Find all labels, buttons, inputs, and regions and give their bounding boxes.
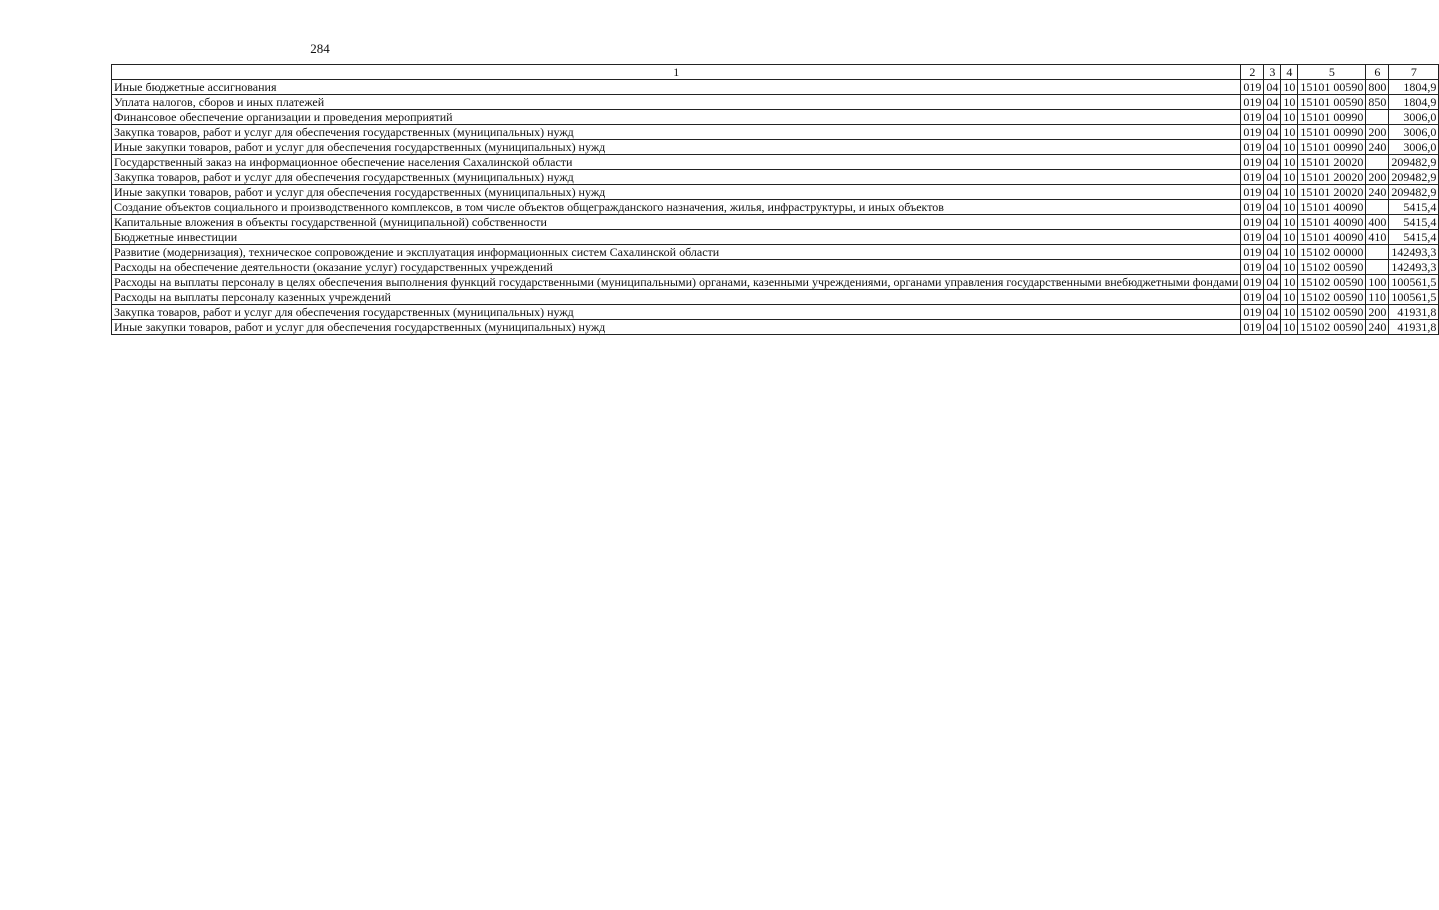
column-header: 4 [1281, 65, 1298, 80]
row-target-article: 15102 00590 [1298, 260, 1366, 275]
row-target-article: 15102 00590 [1298, 275, 1366, 290]
row-section: 04 [1264, 155, 1281, 170]
row-target-article: 15102 00590 [1298, 290, 1366, 305]
row-section: 04 [1264, 140, 1281, 155]
row-name: Расходы на выплаты персоналу в целях обеспечения выполнения функций государственными (муниципальными) органами, казенными учреждениями, органами управления государственными внебюджетными фондами [112, 275, 1241, 290]
row-admin-code: 019 [1241, 155, 1264, 170]
row-section: 04 [1264, 110, 1281, 125]
row-section: 04 [1264, 290, 1281, 305]
table-row [112, 95, 1439, 110]
row-admin-code: 019 [1241, 215, 1264, 230]
row-name: Расходы на обеспечение деятельности (оказание услуг) государственных учреждений [112, 260, 1241, 275]
row-expense-type: 100 [1366, 275, 1389, 290]
row-section: 04 [1264, 200, 1281, 215]
row-section: 04 [1264, 245, 1281, 260]
row-amount: 5415,4 [1389, 215, 1439, 230]
row-section: 04 [1264, 260, 1281, 275]
row-admin-code: 019 [1241, 125, 1264, 140]
row-admin-code: 019 [1241, 260, 1264, 275]
row-amount: 1804,9 [1389, 95, 1439, 110]
row-section: 04 [1264, 275, 1281, 290]
row-amount: 209482,9 [1389, 185, 1439, 200]
row-subsection: 10 [1281, 275, 1298, 290]
table-row [112, 155, 1439, 170]
row-admin-code: 019 [1241, 170, 1264, 185]
row-subsection: 10 [1281, 110, 1298, 125]
row-expense-type: 240 [1366, 320, 1389, 335]
row-name: Развитие (модернизация), техническое сопровождение и эксплуатация информационных систем Сахалинской области [112, 245, 1241, 260]
row-section: 04 [1264, 320, 1281, 335]
table-row [112, 170, 1439, 185]
row-name: Финансовое обеспечение организации и проведения мероприятий [112, 110, 1241, 125]
row-name: Закупка товаров, работ и услуг для обеспечения государственных (муниципальных) нужд [112, 305, 1241, 320]
row-name: Бюджетные инвестиции [112, 230, 1241, 245]
row-admin-code: 019 [1241, 245, 1264, 260]
row-target-article: 15101 40090 [1298, 230, 1366, 245]
row-expense-type: 200 [1366, 125, 1389, 140]
row-admin-code: 019 [1241, 305, 1264, 320]
row-subsection: 10 [1281, 260, 1298, 275]
row-expense-type [1366, 260, 1389, 275]
row-expense-type: 200 [1366, 305, 1389, 320]
row-section: 04 [1264, 125, 1281, 140]
row-expense-type [1366, 155, 1389, 170]
table-header-row [112, 65, 1439, 80]
row-subsection: 10 [1281, 155, 1298, 170]
row-expense-type: 200 [1366, 170, 1389, 185]
row-expense-type: 400 [1366, 215, 1389, 230]
row-expense-type: 110 [1366, 290, 1389, 305]
table-row [112, 275, 1439, 290]
page-number: 284 [310, 41, 330, 56]
table-row [112, 80, 1439, 95]
row-amount: 142493,3 [1389, 260, 1439, 275]
row-section: 04 [1264, 170, 1281, 185]
row-subsection: 10 [1281, 170, 1298, 185]
row-section: 04 [1264, 215, 1281, 230]
table-row [112, 305, 1439, 320]
row-amount: 41931,8 [1389, 320, 1439, 335]
row-amount: 100561,5 [1389, 290, 1439, 305]
row-section: 04 [1264, 305, 1281, 320]
row-subsection: 10 [1281, 230, 1298, 245]
row-amount: 100561,5 [1389, 275, 1439, 290]
row-admin-code: 019 [1241, 290, 1264, 305]
row-target-article: 15102 00000 [1298, 245, 1366, 260]
table-row [112, 260, 1439, 275]
table-row [112, 245, 1439, 260]
column-header: 1 [112, 65, 1241, 80]
row-expense-type: 800 [1366, 80, 1389, 95]
row-expense-type: 850 [1366, 95, 1389, 110]
row-expense-type: 240 [1366, 140, 1389, 155]
row-subsection: 10 [1281, 95, 1298, 110]
row-target-article: 15101 40090 [1298, 200, 1366, 215]
column-header: 5 [1298, 65, 1366, 80]
row-name: Иные закупки товаров, работ и услуг для обеспечения государственных (муниципальных) нужд [112, 185, 1241, 200]
row-amount: 3006,0 [1389, 140, 1439, 155]
row-subsection: 10 [1281, 140, 1298, 155]
row-admin-code: 019 [1241, 230, 1264, 245]
table-row [112, 230, 1439, 245]
row-target-article: 15101 20020 [1298, 170, 1366, 185]
row-amount: 142493,3 [1389, 245, 1439, 260]
row-name: Закупка товаров, работ и услуг для обеспечения государственных (муниципальных) нужд [112, 125, 1241, 140]
column-header: 6 [1366, 65, 1389, 80]
row-amount: 5415,4 [1389, 230, 1439, 245]
table-row [112, 290, 1439, 305]
row-amount: 1804,9 [1389, 80, 1439, 95]
row-subsection: 10 [1281, 305, 1298, 320]
row-subsection: 10 [1281, 245, 1298, 260]
row-amount: 5415,4 [1389, 200, 1439, 215]
table-row [112, 320, 1439, 335]
row-admin-code: 019 [1241, 275, 1264, 290]
row-admin-code: 019 [1241, 80, 1264, 95]
row-subsection: 10 [1281, 215, 1298, 230]
row-amount: 41931,8 [1389, 305, 1439, 320]
row-expense-type [1366, 245, 1389, 260]
row-amount: 209482,9 [1389, 155, 1439, 170]
row-target-article: 15102 00590 [1298, 305, 1366, 320]
row-target-article: 15101 00990 [1298, 125, 1366, 140]
row-name: Расходы на выплаты персоналу казенных учреждений [112, 290, 1241, 305]
row-name: Иные закупки товаров, работ и услуг для обеспечения государственных (муниципальных) нужд [112, 320, 1241, 335]
row-subsection: 10 [1281, 80, 1298, 95]
row-admin-code: 019 [1241, 200, 1264, 215]
row-expense-type [1366, 110, 1389, 125]
table-row [112, 215, 1439, 230]
row-expense-type [1366, 200, 1389, 215]
row-section: 04 [1264, 230, 1281, 245]
row-name: Уплата налогов, сборов и иных платежей [112, 95, 1241, 110]
row-section: 04 [1264, 80, 1281, 95]
column-header: 3 [1264, 65, 1281, 80]
row-section: 04 [1264, 185, 1281, 200]
table-row [112, 200, 1439, 215]
row-admin-code: 019 [1241, 110, 1264, 125]
row-name: Иные бюджетные ассигнования [112, 80, 1241, 95]
row-target-article: 15102 00590 [1298, 320, 1366, 335]
row-name: Капитальные вложения в объекты государственной (муниципальной) собственности [112, 215, 1241, 230]
row-amount: 209482,9 [1389, 170, 1439, 185]
row-target-article: 15101 00990 [1298, 110, 1366, 125]
row-admin-code: 019 [1241, 320, 1264, 335]
column-header: 2 [1241, 65, 1264, 80]
budget-table [111, 64, 1439, 335]
row-target-article: 15101 00590 [1298, 95, 1366, 110]
row-admin-code: 019 [1241, 140, 1264, 155]
row-name: Закупка товаров, работ и услуг для обеспечения государственных (муниципальных) нужд [112, 170, 1241, 185]
row-name: Создание объектов социального и производственного комплексов, в том числе объектов общегражданского назначения, жилья, инфраструктуры, и иных объектов [112, 200, 1241, 215]
table-row [112, 110, 1439, 125]
row-target-article: 15101 20020 [1298, 155, 1366, 170]
row-subsection: 10 [1281, 125, 1298, 140]
table-row [112, 125, 1439, 140]
row-admin-code: 019 [1241, 185, 1264, 200]
row-expense-type: 410 [1366, 230, 1389, 245]
row-name: Государственный заказ на информационное обеспечение населения Сахалинской области [112, 155, 1241, 170]
row-target-article: 15101 20020 [1298, 185, 1366, 200]
row-section: 04 [1264, 95, 1281, 110]
row-admin-code: 019 [1241, 95, 1264, 110]
row-subsection: 10 [1281, 320, 1298, 335]
row-name: Иные закупки товаров, работ и услуг для обеспечения государственных (муниципальных) нужд [112, 140, 1241, 155]
row-expense-type: 240 [1366, 185, 1389, 200]
row-target-article: 15101 00990 [1298, 140, 1366, 155]
row-subsection: 10 [1281, 185, 1298, 200]
row-target-article: 15101 40090 [1298, 215, 1366, 230]
row-target-article: 15101 00590 [1298, 80, 1366, 95]
column-header: 7 [1389, 65, 1439, 80]
table-row [112, 185, 1439, 200]
table-row [112, 140, 1439, 155]
row-subsection: 10 [1281, 290, 1298, 305]
row-amount: 3006,0 [1389, 125, 1439, 140]
row-amount: 3006,0 [1389, 110, 1439, 125]
row-subsection: 10 [1281, 200, 1298, 215]
